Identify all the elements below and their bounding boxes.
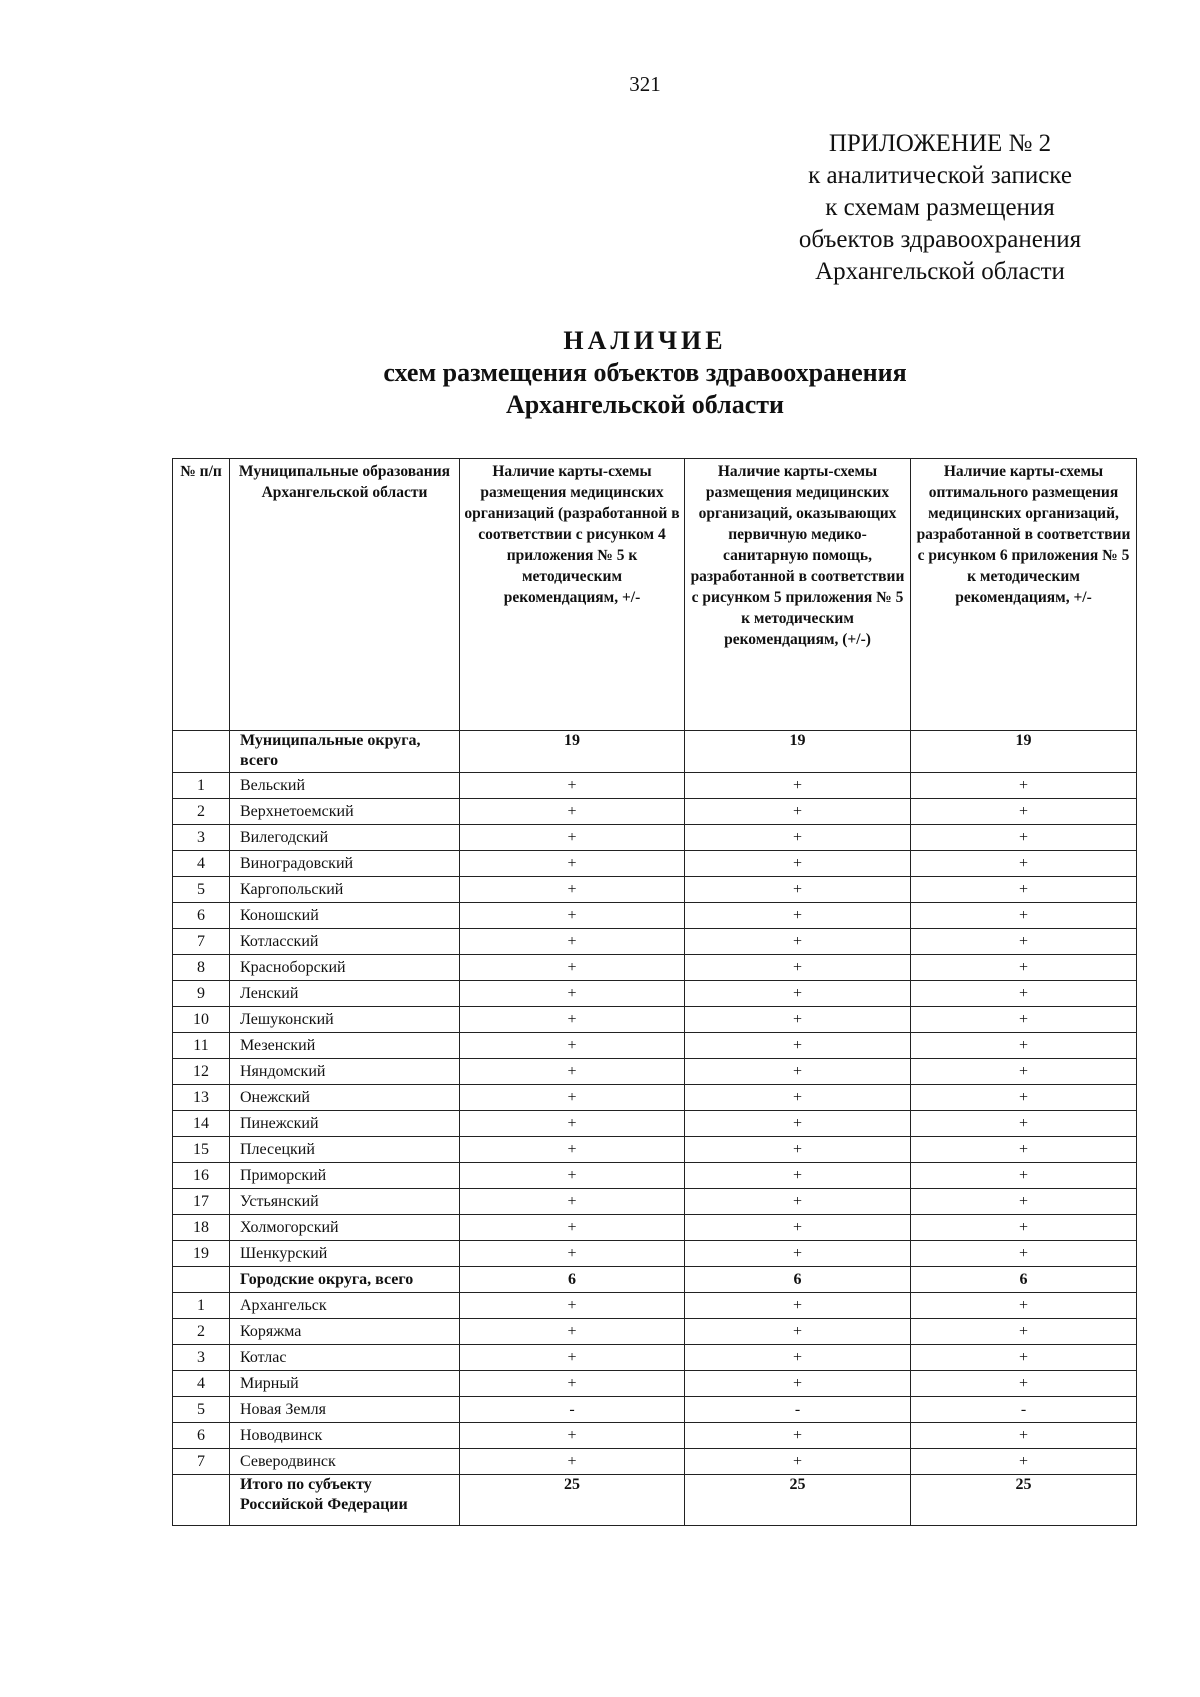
scheme-1-mark: + (460, 1345, 685, 1371)
row-number: 7 (173, 929, 230, 955)
row-number: 11 (173, 1033, 230, 1059)
scheme-3-mark: + (911, 1423, 1137, 1449)
scheme-3-mark: + (911, 877, 1137, 903)
scheme-2-mark: + (685, 1033, 911, 1059)
scheme-2-mark: + (685, 851, 911, 877)
scheme-3-mark: + (911, 1189, 1137, 1215)
header-map-scheme-3: Наличие карты-схемы оптимального размещения медицинских организаций, разработанной в соответствии с рисунком 6 приложения № 5 к методическим рекомендациям, +/- (911, 459, 1137, 731)
row-number: 9 (173, 981, 230, 1007)
scheme-1-mark: - (460, 1397, 685, 1423)
row-number: 6 (173, 903, 230, 929)
summary-value: 19 (460, 731, 685, 773)
scheme-1-mark: + (460, 1163, 685, 1189)
scheme-1-mark: + (460, 1059, 685, 1085)
row-number: 5 (173, 1397, 230, 1423)
appendix-line: к аналитической записке (808, 162, 1072, 189)
scheme-1-mark: + (460, 1007, 685, 1033)
row-number: 4 (173, 1371, 230, 1397)
scheme-3-mark: + (911, 1449, 1137, 1475)
scheme-3-mark: + (911, 851, 1137, 877)
municipality-name: Ленский (230, 981, 460, 1007)
table-row (173, 955, 1137, 981)
scheme-2-mark: + (685, 903, 911, 929)
scheme-1-mark: + (460, 1033, 685, 1059)
table-row (173, 1059, 1137, 1085)
summary-row (173, 731, 1137, 773)
row-number: 7 (173, 1449, 230, 1475)
table-row (173, 1293, 1137, 1319)
scheme-2-mark: + (685, 799, 911, 825)
scheme-2-mark: + (685, 1111, 911, 1137)
scheme-3-mark: + (911, 1319, 1137, 1345)
municipality-name: Приморский (230, 1163, 460, 1189)
table-row (173, 1033, 1137, 1059)
scheme-3-mark: + (911, 1241, 1137, 1267)
scheme-1-mark: + (460, 955, 685, 981)
row-number: 18 (173, 1215, 230, 1241)
municipality-name: Мирный (230, 1371, 460, 1397)
table-row (173, 1241, 1137, 1267)
row-number: 1 (173, 773, 230, 799)
scheme-3-mark: + (911, 929, 1137, 955)
municipality-name: Вилегодский (230, 825, 460, 851)
appendix-heading (760, 128, 1120, 288)
scheme-1-mark: + (460, 1293, 685, 1319)
scheme-2-mark: + (685, 773, 911, 799)
scheme-3-mark: + (911, 955, 1137, 981)
scheme-1-mark: + (460, 1371, 685, 1397)
table-row (173, 1449, 1137, 1475)
summary-value: 25 (460, 1475, 685, 1526)
scheme-2-mark: + (685, 1215, 911, 1241)
table-row (173, 1007, 1137, 1033)
scheme-1-mark: + (460, 1241, 685, 1267)
row-number: 12 (173, 1059, 230, 1085)
scheme-2-mark: + (685, 1085, 911, 1111)
table-row (173, 799, 1137, 825)
scheme-2-mark: + (685, 1293, 911, 1319)
table-row (173, 903, 1137, 929)
summary-value: 25 (911, 1475, 1137, 1526)
municipality-name: Пинежский (230, 1111, 460, 1137)
row-number: 14 (173, 1111, 230, 1137)
municipality-name: Виноградовский (230, 851, 460, 877)
scheme-1-mark: + (460, 877, 685, 903)
summary-number-cell (173, 1475, 230, 1526)
title-line-3: Архангельской области (505, 390, 785, 419)
table-row (173, 851, 1137, 877)
municipality-name: Котлас (230, 1345, 460, 1371)
scheme-1-mark: + (460, 799, 685, 825)
scheme-2-mark: + (685, 955, 911, 981)
table-row (173, 1397, 1137, 1423)
header-number: № п/п (173, 459, 230, 731)
municipality-name: Вельский (230, 773, 460, 799)
municipality-name: Новодвинск (230, 1423, 460, 1449)
table-row (173, 1371, 1137, 1397)
scheme-2-mark: + (685, 825, 911, 851)
row-number: 13 (173, 1085, 230, 1111)
summary-value: 19 (911, 731, 1137, 773)
table-row (173, 773, 1137, 799)
municipality-name: Северодвинск (230, 1449, 460, 1475)
row-number: 3 (173, 1345, 230, 1371)
municipality-name: Онежский (230, 1085, 460, 1111)
scheme-1-mark: + (460, 773, 685, 799)
scheme-1-mark: + (460, 903, 685, 929)
municipality-name: Архангельск (230, 1293, 460, 1319)
title-line-1: НАЛИЧИЕ (563, 326, 727, 355)
header-municipality: Муниципальные образования Архангельской области (230, 459, 460, 731)
row-number: 19 (173, 1241, 230, 1267)
table-row (173, 929, 1137, 955)
scheme-2-mark: + (685, 1319, 911, 1345)
scheme-1-mark: + (460, 981, 685, 1007)
table-row (173, 1163, 1137, 1189)
scheme-1-mark: + (460, 1111, 685, 1137)
summary-label: Итого по субъекту Российской Федерации (230, 1475, 460, 1526)
row-number: 6 (173, 1423, 230, 1449)
table-row (173, 825, 1137, 851)
scheme-1-mark: + (460, 851, 685, 877)
row-number: 4 (173, 851, 230, 877)
summary-value: 6 (911, 1267, 1137, 1293)
table-row (173, 1137, 1137, 1163)
summary-value: 6 (460, 1267, 685, 1293)
municipality-name: Красноборский (230, 955, 460, 981)
scheme-3-mark: + (911, 799, 1137, 825)
scheme-3-mark: + (911, 1371, 1137, 1397)
scheme-3-mark: + (911, 1059, 1137, 1085)
scheme-1-mark: + (460, 1215, 685, 1241)
scheme-2-mark: + (685, 1345, 911, 1371)
scheme-3-mark: + (911, 1085, 1137, 1111)
scheme-1-mark: + (460, 825, 685, 851)
scheme-1-mark: + (460, 1423, 685, 1449)
title-line-2: схем размещения объектов здравоохранения (383, 358, 907, 387)
municipality-name: Шенкурский (230, 1241, 460, 1267)
table-row (173, 877, 1137, 903)
municipality-name: Няндомский (230, 1059, 460, 1085)
summary-label: Муниципальные округа, всего (230, 731, 460, 773)
scheme-2-mark: - (685, 1397, 911, 1423)
document-title (0, 325, 1200, 421)
municipality-name: Верхнетоемский (230, 799, 460, 825)
municipality-name: Мезенский (230, 1033, 460, 1059)
scheme-2-mark: + (685, 1007, 911, 1033)
summary-value: 6 (685, 1267, 911, 1293)
table-row (173, 1111, 1137, 1137)
table-row (173, 1423, 1137, 1449)
schemes-table (172, 458, 1137, 1526)
appendix-line: объектов здравоохранения (798, 226, 1082, 253)
scheme-3-mark: + (911, 1163, 1137, 1189)
scheme-2-mark: + (685, 1241, 911, 1267)
header-map-scheme-1: Наличие карты-схемы размещения медицинских организаций (разработанной в соответствии с рисунком 4 приложения № 5 к методическим рекомендациям, +/- (460, 459, 685, 731)
row-number: 10 (173, 1007, 230, 1033)
municipality-name: Плесецкий (230, 1137, 460, 1163)
municipality-name: Лешуконский (230, 1007, 460, 1033)
scheme-2-mark: + (685, 1059, 911, 1085)
municipality-name: Новая Земля (230, 1397, 460, 1423)
scheme-2-mark: + (685, 877, 911, 903)
municipality-name: Каргопольский (230, 877, 460, 903)
scheme-2-mark: + (685, 1449, 911, 1475)
table-row (173, 981, 1137, 1007)
table-row (173, 1189, 1137, 1215)
municipality-name: Холмогорский (230, 1215, 460, 1241)
municipality-name: Коношский (230, 903, 460, 929)
scheme-2-mark: + (685, 1137, 911, 1163)
scheme-3-mark: + (911, 1137, 1137, 1163)
row-number: 8 (173, 955, 230, 981)
scheme-2-mark: + (685, 1371, 911, 1397)
scheme-2-mark: + (685, 981, 911, 1007)
scheme-3-mark: + (911, 1007, 1137, 1033)
scheme-1-mark: + (460, 929, 685, 955)
summary-value: 19 (685, 731, 911, 773)
scheme-3-mark: + (911, 825, 1137, 851)
scheme-3-mark: + (911, 1293, 1137, 1319)
row-number: 1 (173, 1293, 230, 1319)
scheme-3-mark: + (911, 773, 1137, 799)
scheme-1-mark: + (460, 1085, 685, 1111)
table-row (173, 1085, 1137, 1111)
scheme-3-mark: + (911, 903, 1137, 929)
header-map-scheme-2: Наличие карты-схемы размещения медицинских организаций, оказывающих первичную медико-санитарную помощь, разработанной в соответствии с рисунком 5 приложения № 5 к методическим рекомендациям, (+/-) (685, 459, 911, 731)
summary-row (173, 1267, 1137, 1293)
summary-label: Городские округа, всего (230, 1267, 460, 1293)
summary-number-cell (173, 1267, 230, 1293)
scheme-3-mark: + (911, 1345, 1137, 1371)
appendix-line: ПРИЛОЖЕНИЕ № 2 (828, 130, 1052, 157)
scheme-1-mark: + (460, 1319, 685, 1345)
table-row (173, 1319, 1137, 1345)
scheme-1-mark: + (460, 1137, 685, 1163)
table-row (173, 1215, 1137, 1241)
municipality-name: Устьянский (230, 1189, 460, 1215)
row-number: 2 (173, 1319, 230, 1345)
appendix-line: к схемам размещения (825, 194, 1055, 221)
summary-row (173, 1475, 1137, 1526)
table-header-row (173, 459, 1137, 731)
row-number: 2 (173, 799, 230, 825)
scheme-2-mark: + (685, 1423, 911, 1449)
scheme-3-mark: + (911, 981, 1137, 1007)
row-number: 15 (173, 1137, 230, 1163)
appendix-line: Архангельской области (815, 258, 1065, 285)
scheme-2-mark: + (685, 1163, 911, 1189)
scheme-1-mark: + (460, 1189, 685, 1215)
municipality-name: Котласский (230, 929, 460, 955)
page-number: 321 (629, 72, 661, 96)
row-number: 16 (173, 1163, 230, 1189)
scheme-3-mark: + (911, 1033, 1137, 1059)
scheme-3-mark: + (911, 1215, 1137, 1241)
table-body (173, 731, 1137, 1526)
scheme-1-mark: + (460, 1449, 685, 1475)
table-row (173, 1345, 1137, 1371)
row-number: 5 (173, 877, 230, 903)
scheme-2-mark: + (685, 1189, 911, 1215)
row-number: 3 (173, 825, 230, 851)
summary-number-cell (173, 731, 230, 773)
scheme-2-mark: + (685, 929, 911, 955)
municipality-name: Коряжма (230, 1319, 460, 1345)
row-number: 17 (173, 1189, 230, 1215)
scheme-3-mark: + (911, 1111, 1137, 1137)
scheme-3-mark: - (911, 1397, 1137, 1423)
summary-value: 25 (685, 1475, 911, 1526)
